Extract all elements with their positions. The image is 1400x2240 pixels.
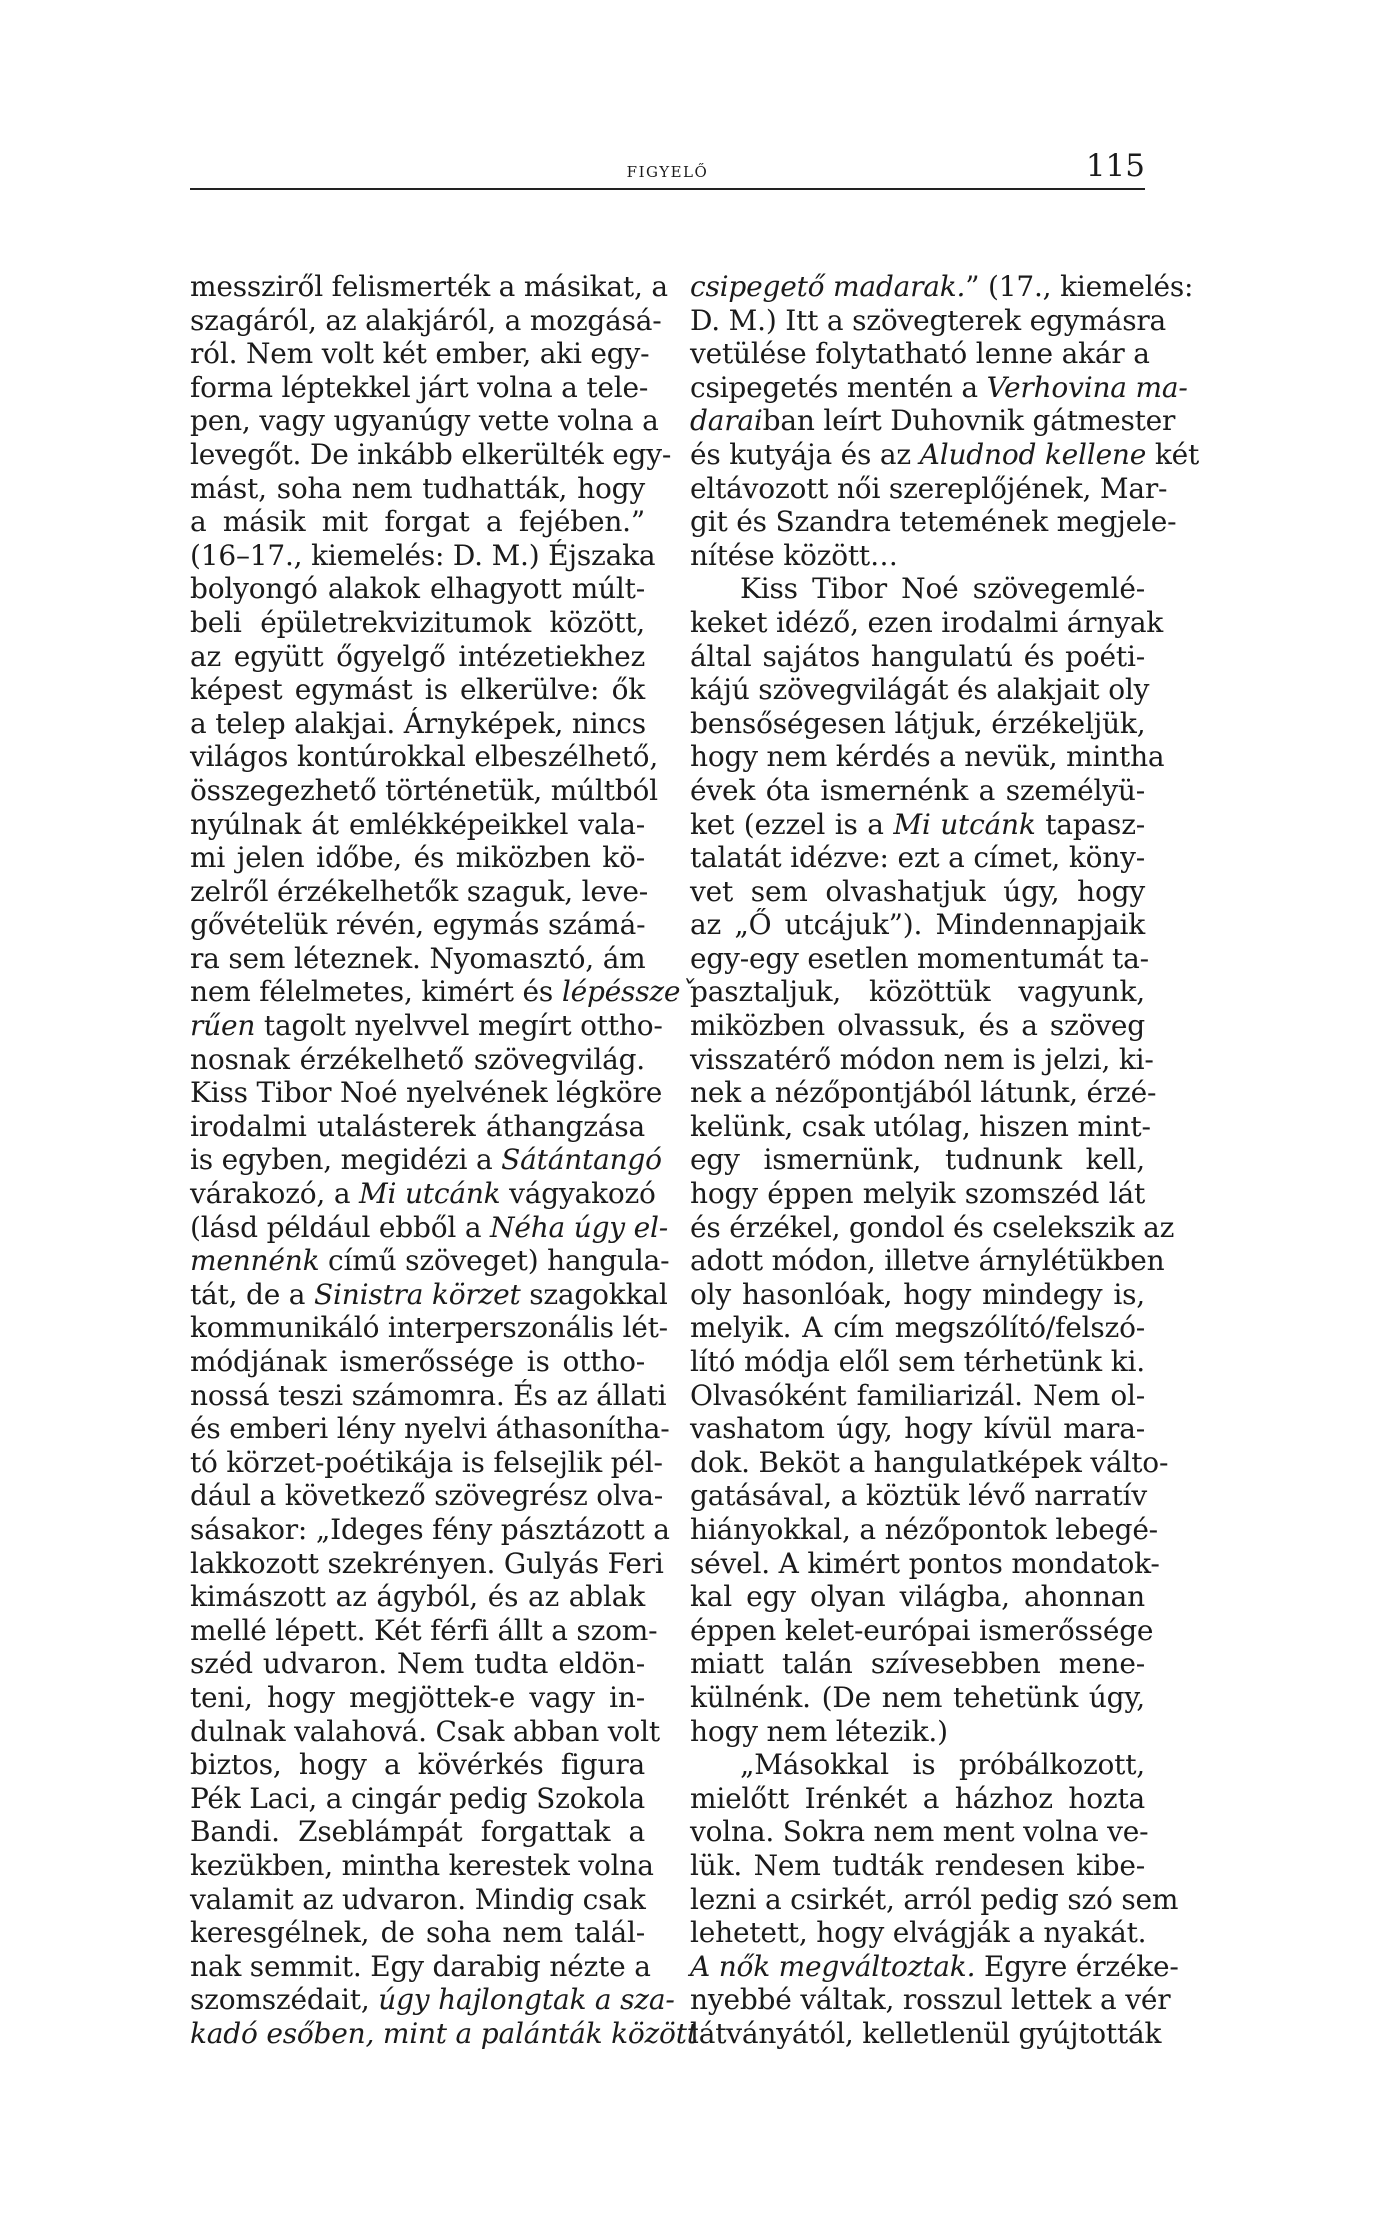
right-text-column xyxy=(690,270,1200,2050)
text-line xyxy=(190,1580,645,1614)
text-line xyxy=(190,1916,645,1950)
text-line xyxy=(690,875,1145,909)
text-line xyxy=(690,505,1177,539)
line-text: szomszédait, xyxy=(190,1983,379,2017)
line-text: keresgélnek, de soha nem talál- xyxy=(190,1916,645,1950)
text-line xyxy=(190,1983,675,2017)
text-line xyxy=(190,1311,668,1345)
italic-text: csipegető madarak. xyxy=(690,270,966,303)
text-line xyxy=(690,1815,1149,1849)
line-text: képest egymást is elkerülve: ők xyxy=(190,673,645,707)
line-text: kelünk, csak utólag, hiszen mint- xyxy=(690,1109,1151,1143)
line-text: mi jelen időbe, és miközben kö- xyxy=(190,841,645,875)
italic-text: Sátántangó xyxy=(501,1143,662,1177)
text-line xyxy=(690,1715,1145,1749)
text-line xyxy=(690,1647,1145,1681)
text-line xyxy=(190,505,645,539)
line-text: messziről felismerték a másikat, a xyxy=(190,270,668,303)
text-line xyxy=(190,1782,645,1816)
text-line xyxy=(190,1714,660,1749)
line-text: kezükben, mintha kerestek volna xyxy=(190,1848,654,1882)
line-text: az „Ő utcájuk”). Mindennapjaik xyxy=(690,908,1145,942)
text-line xyxy=(690,673,1150,707)
text-line xyxy=(690,707,1145,741)
page-number: 115 xyxy=(1085,148,1145,184)
line-text: oly hasonlóak, hogy mindegy is, xyxy=(690,1277,1145,1311)
line-text: világos kontúrokkal elbeszélhető, xyxy=(190,740,659,774)
line-text: ket (ezzel is a xyxy=(690,807,894,841)
text-line xyxy=(690,471,1168,506)
text-line xyxy=(690,1882,1179,1917)
text-line xyxy=(190,1043,645,1077)
text-line xyxy=(190,1412,670,1446)
text-line xyxy=(190,1110,645,1144)
text-line xyxy=(690,1177,1145,1211)
text-line xyxy=(190,640,645,674)
line-text: lakkozott szekrényen. Gulyás Feri xyxy=(190,1546,664,1580)
text-line xyxy=(690,1143,1145,1177)
text-line xyxy=(690,370,1188,405)
line-text: talatát idézve: ezt a címet, köny- xyxy=(690,841,1145,875)
line-text: a telep alakjai. Árnyképek, nincs xyxy=(190,706,646,740)
line-text: sásakor: „Ideges fény pásztázott a xyxy=(190,1512,670,1546)
line-text: az együtt őgyelgő intézetiekhez xyxy=(190,639,645,673)
line-text: két xyxy=(1146,437,1200,471)
line-text: eltávozott női szereplőjének, Mar- xyxy=(690,471,1168,505)
line-text: mellé lépett. Két férfi állt a szom- xyxy=(190,1613,658,1647)
line-text: hogy nem kérdés a nevük, mintha xyxy=(690,740,1165,774)
line-text: Pék Laci, a cingár pedig Szokola xyxy=(190,1781,645,1815)
text-line xyxy=(690,1210,1175,1245)
line-text: összegezhető történetük, múltból xyxy=(190,773,658,807)
text-line xyxy=(190,1848,654,1883)
line-text: (16–17., kiemelés: D. M.) Éjszaka xyxy=(190,538,656,572)
line-text: külnénk. (De nem tehetünk úgy, xyxy=(690,1680,1145,1714)
line-text: és emberi lény nyelvi áthasonítha- xyxy=(190,1412,670,1446)
text-line xyxy=(690,774,1145,808)
line-text: kájú szövegvilágát és alakjait oly xyxy=(690,673,1150,707)
line-text: kal egy olyan világba, ahonnan xyxy=(690,1580,1145,1614)
text-line xyxy=(190,1883,645,1917)
line-text: melyik. A cím megszólító/felszó- xyxy=(690,1311,1145,1345)
line-text: volna. Sokra nem ment volna ve- xyxy=(690,1815,1149,1849)
line-text: nyúlnak át emlékképeikkel vala- xyxy=(190,807,645,841)
line-text: pen, vagy ugyanúgy vette volna a xyxy=(190,404,659,438)
italic-text: Verhovina ma- xyxy=(986,370,1188,404)
text-line xyxy=(190,1345,645,1379)
text-line xyxy=(190,303,662,338)
line-text: évek óta ismernénk a személyü- xyxy=(690,773,1145,807)
text-line xyxy=(190,1445,663,1480)
line-text: miatt talán szívesebben mene- xyxy=(690,1647,1145,1681)
line-text: visszatérő módon nem is jelzi, ki- xyxy=(690,1042,1154,1076)
line-text: miközben olvassuk, és a szöveg xyxy=(690,1009,1145,1043)
text-line xyxy=(190,1244,670,1278)
text-line xyxy=(690,1949,1179,1984)
text-line xyxy=(690,1983,1171,2017)
text-line xyxy=(690,1076,1157,1110)
line-text: sével. A kimért pontos mondatok- xyxy=(690,1546,1160,1580)
line-text: pasztaljuk, közöttük vagyunk, xyxy=(690,975,1145,1009)
text-line xyxy=(690,437,1200,472)
line-text: ban leírt Duhovnik gátmester xyxy=(762,404,1176,438)
text-line xyxy=(690,1412,1145,1446)
italic-text: lépésszeˇ xyxy=(561,975,695,1009)
text-line xyxy=(690,572,1145,606)
line-text: dulnak valahová. Csak abban volt xyxy=(190,1714,660,1748)
line-text: című szöveget) hangula- xyxy=(319,1244,670,1278)
text-line xyxy=(190,1613,658,1648)
text-line xyxy=(690,1244,1165,1278)
line-text: tapasz- xyxy=(1035,807,1146,841)
text-line xyxy=(190,975,695,1009)
line-text: tát, de a xyxy=(190,1277,314,1311)
text-line xyxy=(190,1512,670,1547)
line-text: egy ismernünk, tudnunk kell, xyxy=(690,1143,1145,1177)
line-text: szagokkal xyxy=(520,1277,668,1311)
line-text: nosnak érzékelhető szövegvilág. xyxy=(190,1042,645,1076)
line-text: bensőségesen látjuk, érzékeljük, xyxy=(690,706,1146,740)
text-line xyxy=(190,942,645,976)
text-line xyxy=(690,1479,1145,1513)
line-text: D. M.) Itt a szövegterek egymásra xyxy=(690,303,1167,337)
line-text: is egyben, megidézi a xyxy=(190,1143,502,1177)
text-line xyxy=(190,1009,663,1043)
text-line xyxy=(190,841,645,875)
line-text: irodalmi utalásterek áthangzása xyxy=(190,1109,645,1143)
text-line xyxy=(690,1916,1145,1950)
text-line xyxy=(690,1613,1154,1648)
text-line xyxy=(190,808,645,842)
line-text: ” (17., kiemelés: xyxy=(965,270,1194,303)
text-line xyxy=(690,605,1164,640)
line-text: nek a nézőpontjából látunk, érzé- xyxy=(690,1076,1157,1110)
line-text: lezni a csirkét, arról pedig szó sem xyxy=(690,1882,1179,1916)
text-line xyxy=(190,1748,645,1782)
text-line xyxy=(190,707,645,741)
line-text: hogy éppen melyik szomszéd lát xyxy=(690,1177,1145,1211)
text-line xyxy=(690,1311,1145,1345)
text-line xyxy=(190,1210,669,1245)
line-text: levegőt. De inkább elkerülték egy- xyxy=(190,437,672,471)
line-text: éppen kelet-európai ismerőssége xyxy=(690,1613,1154,1647)
line-text: vetülése folytatható lenne akár a xyxy=(690,337,1150,371)
text-line xyxy=(690,1512,1158,1547)
text-line xyxy=(690,808,1145,842)
line-text: dok. Beköt a hangulatképek válto- xyxy=(690,1445,1169,1479)
line-text: tagolt nyelvvel megírt ottho- xyxy=(255,1009,663,1043)
text-line xyxy=(690,1580,1145,1614)
line-text: „Másokkal is próbálkozott, xyxy=(740,1748,1145,1782)
line-text: valamit az udvaron. Mindig csak xyxy=(190,1882,646,1916)
text-line xyxy=(690,1379,1145,1413)
line-text: vet sem olvashatjuk úgy, hogy xyxy=(690,874,1145,908)
text-line xyxy=(190,472,645,506)
text-line xyxy=(690,941,1149,976)
text-line xyxy=(190,1378,667,1413)
line-text: hogy nem létezik.) xyxy=(690,1714,948,1748)
line-text: git és Szandra tetemének megjele- xyxy=(690,505,1177,539)
text-line xyxy=(690,270,1194,304)
text-line xyxy=(190,1177,656,1211)
line-text: vashatom úgy, hogy kívül mara- xyxy=(690,1412,1145,1446)
line-text: nyebbé váltak, rosszul lettek a vér xyxy=(690,1983,1171,2017)
text-line xyxy=(690,2016,1162,2051)
text-line xyxy=(190,874,649,909)
line-text: tó körzet-poétikája is felsejlik pél- xyxy=(190,1445,663,1479)
text-line xyxy=(190,270,668,304)
text-line xyxy=(190,437,672,472)
text-line xyxy=(690,975,1145,1009)
line-text: (lásd például ebből a xyxy=(190,1210,491,1244)
italic-text: Sinistra körzet xyxy=(314,1277,521,1311)
line-text: és kutyája és az xyxy=(690,437,920,471)
text-line xyxy=(690,404,1176,438)
italic-text: Mi utcánk xyxy=(359,1177,501,1211)
left-text-column xyxy=(190,270,698,2050)
line-text: keket idéző, ezen irodalmi árnyak xyxy=(690,605,1164,639)
text-line xyxy=(690,1748,1145,1782)
line-text: nak semmit. Egy darabig nézte a xyxy=(190,1949,651,1983)
text-line xyxy=(190,1277,668,1312)
text-line xyxy=(190,673,645,707)
italic-text: A nők megváltoztak. xyxy=(690,1949,976,1983)
italic-text: Néha úgy el- xyxy=(490,1210,669,1244)
text-line xyxy=(190,1949,651,1984)
text-line xyxy=(190,572,645,606)
line-text: Bandi. Zseblámpát forgattak a xyxy=(190,1815,645,1849)
line-text: lehetett, hogy elvágják a nyakát. xyxy=(690,1916,1147,1950)
line-text: gővételük révén, egymás számá- xyxy=(190,908,646,942)
line-text: látványától, kelletlenül gyújtották xyxy=(690,2016,1162,2050)
line-text: teni, hogy megjöttek-e vagy in- xyxy=(190,1680,645,1714)
text-line xyxy=(690,908,1145,942)
text-line xyxy=(690,303,1167,338)
line-text: beli épületrekvizitumok között, xyxy=(190,605,645,639)
line-text: Olvasóként familiarizál. Nem ol- xyxy=(690,1378,1145,1412)
text-line xyxy=(190,1479,664,1513)
line-text: lító módja elől sem térhetünk ki. xyxy=(690,1345,1145,1378)
line-text: kommunikáló interperszonális lét- xyxy=(190,1311,668,1345)
line-text: várakozó, a xyxy=(190,1177,360,1211)
text-line xyxy=(190,606,645,640)
text-line xyxy=(690,1345,1145,1379)
text-line xyxy=(690,337,1150,371)
italic-text: mennénk xyxy=(190,1244,320,1278)
text-line xyxy=(190,740,659,774)
line-text: által sajátos hangulatú és poéti- xyxy=(690,639,1145,673)
text-line xyxy=(690,1278,1145,1312)
line-text: ról. Nem volt két ember, aki egy- xyxy=(190,337,650,371)
text-line xyxy=(690,1782,1145,1816)
text-line xyxy=(690,1042,1154,1077)
line-text: Kiss Tibor Noé szövegemlé- xyxy=(740,572,1145,606)
line-text: forma léptekkel járt volna a tele- xyxy=(190,370,649,404)
running-head xyxy=(190,148,1145,190)
text-line xyxy=(190,1815,645,1849)
italic-text: Aludnod kellene xyxy=(919,437,1147,471)
text-line xyxy=(190,538,656,573)
line-text: dául a következő szövegrész olva- xyxy=(190,1479,664,1513)
text-line xyxy=(190,908,645,942)
line-text: lük. Nem tudták rendesen kibe- xyxy=(690,1848,1145,1882)
line-text: szagáról, az alakjáról, a mozgásá- xyxy=(190,303,662,337)
text-line xyxy=(690,1681,1145,1715)
line-text: biztos, hogy a kövérkés figura xyxy=(190,1748,645,1782)
italic-text: kadó esőben, mint a palánták között xyxy=(190,2016,698,2050)
line-text: és érzékel, gondol és cselekszik az xyxy=(690,1210,1175,1244)
text-line xyxy=(190,2016,698,2051)
text-line xyxy=(190,1076,663,1110)
line-text: nítése között… xyxy=(690,538,898,572)
text-line xyxy=(190,337,650,371)
italic-text: Mi utcánk xyxy=(893,807,1036,841)
line-text: nossá teszi számomra. És az állati xyxy=(190,1378,667,1412)
line-text: Egyre érzéke- xyxy=(975,1949,1179,1983)
line-text: kimászott az ágyból, és az ablak xyxy=(190,1580,645,1614)
line-text: mielőtt Irénkét a házhoz hozta xyxy=(690,1781,1145,1815)
text-line xyxy=(190,773,658,808)
line-text: vágyakozó xyxy=(500,1177,656,1211)
text-line xyxy=(690,841,1145,875)
italic-text: darai xyxy=(690,404,763,438)
running-title: figyelő xyxy=(626,158,709,182)
line-text: nem félelmetes, kimért és xyxy=(190,975,562,1009)
text-line xyxy=(690,640,1145,674)
text-line xyxy=(190,1546,664,1581)
text-line xyxy=(190,370,649,405)
line-text: Kiss Tibor Noé nyelvének légköre xyxy=(190,1076,663,1110)
text-line xyxy=(190,1681,645,1715)
italic-text: rűen xyxy=(190,1009,256,1043)
text-line xyxy=(690,1445,1169,1480)
line-text: széd udvaron. Nem tudta eldön- xyxy=(190,1647,645,1681)
line-text: ra sem léteznek. Nyomasztó, ám xyxy=(190,941,646,975)
text-line xyxy=(690,1109,1151,1144)
line-text: bolyongó alakok elhagyott múlt- xyxy=(190,572,645,606)
line-text: csipegetés mentén a xyxy=(690,370,987,404)
text-line xyxy=(690,1009,1145,1043)
text-line xyxy=(190,404,659,438)
line-text: hiányokkal, a nézőpontok lebegé- xyxy=(690,1512,1158,1546)
text-line xyxy=(190,1143,662,1177)
line-text: módjának ismerőssége is ottho- xyxy=(190,1345,645,1378)
text-line xyxy=(190,1647,645,1681)
italic-text: úgy hajlongtak a sza- xyxy=(378,1983,675,2017)
line-text: egy-egy esetlen momentumát ta- xyxy=(690,941,1149,975)
line-text: zelről érzékelhetők szaguk, leve- xyxy=(190,874,649,908)
line-text: gatásával, a köztük lévő narratív xyxy=(690,1479,1147,1513)
text-line xyxy=(690,539,1145,573)
text-line xyxy=(690,1849,1145,1883)
line-text: adott módon, illetve árnylétükben xyxy=(690,1244,1165,1278)
text-line xyxy=(690,740,1165,774)
line-text: a másik mit forgat a fejében.” xyxy=(190,505,645,539)
line-text: mást, soha nem tudhatták, hogy xyxy=(190,471,645,505)
text-line xyxy=(690,1546,1160,1581)
